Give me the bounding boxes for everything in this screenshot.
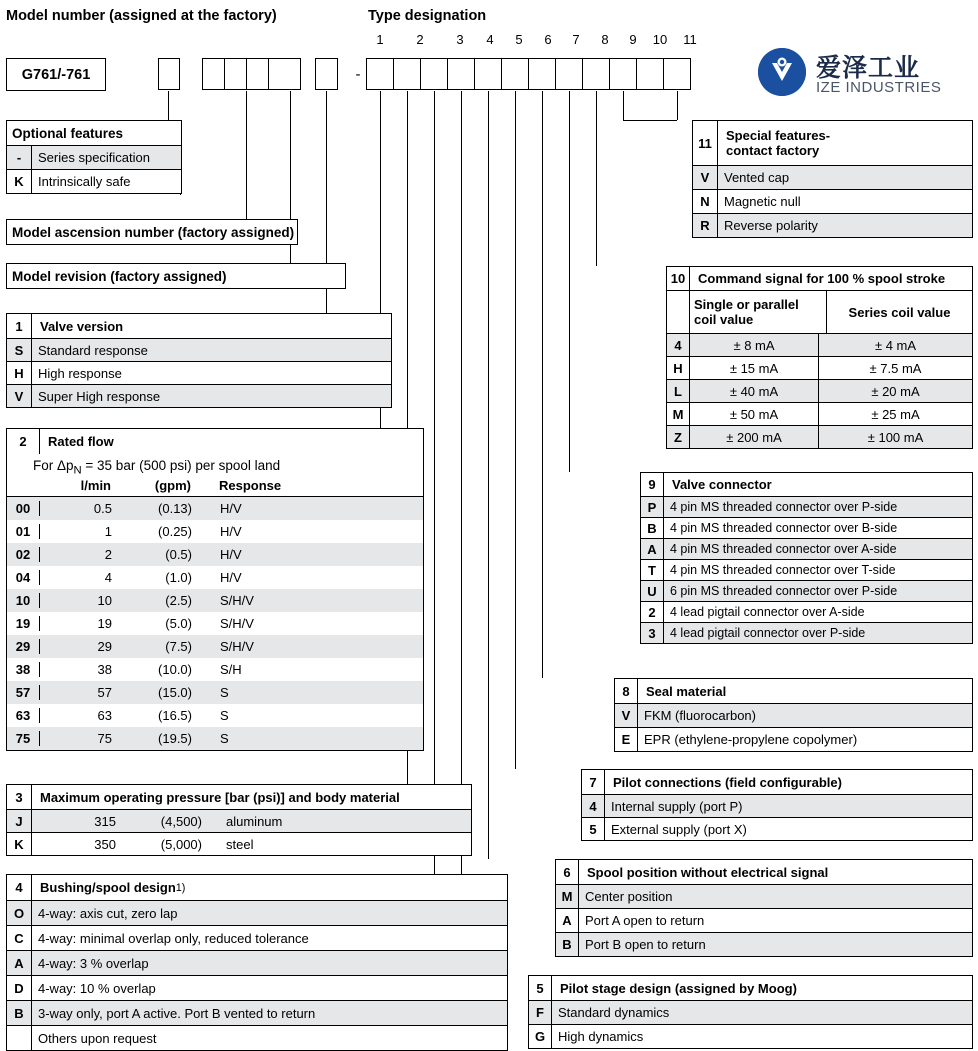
bushing-key-3: A [7, 951, 32, 975]
command-signal-series-1: ± 4 mA [874, 337, 917, 353]
rated-flow-lmin-10: 63 [97, 707, 112, 723]
bushing-key-5: B [7, 1001, 32, 1025]
table-row [7, 681, 423, 704]
command-signal-single-3: ± 40 mA [690, 380, 819, 402]
spool-position-label-2: Port A open to return [585, 913, 705, 928]
special-features-key-1: V [693, 166, 718, 189]
rated-flow-lmin-9: 57 [97, 684, 112, 700]
dash-separator: - [355, 66, 361, 83]
table-row [641, 580, 972, 601]
rated-flow-resp-4: H/V [220, 569, 242, 585]
table-row [582, 794, 972, 817]
table-row [7, 704, 423, 727]
rated-flow-condition-rest: = 35 bar (500 psi) per spool land [81, 458, 281, 473]
digit-label-7: 7 [572, 32, 580, 47]
code-box-digit-10[interactable] [582, 58, 610, 90]
optional-features-key-2: K [7, 170, 32, 193]
leader-line-digit7 [515, 91, 516, 769]
table-row [7, 520, 423, 543]
table-row [556, 932, 972, 956]
table-row [7, 169, 181, 193]
company-logo [758, 44, 973, 102]
special-features-table [692, 120, 973, 238]
digit-label-10: 10 [652, 32, 668, 47]
table-row [7, 900, 507, 925]
rated-flow-gpm-11: (19.5) [158, 730, 192, 746]
rated-flow-lmin-5: 10 [97, 592, 112, 608]
bushing-key-4: D [7, 976, 32, 1000]
rated-flow-resp-7: S/H/V [220, 638, 254, 654]
command-signal-table [666, 266, 973, 449]
table-row [7, 658, 423, 681]
code-box-digit-13[interactable] [663, 58, 691, 90]
leader-line-ascension [246, 91, 247, 219]
pilot-connections-title: Pilot connections (field configurable) [613, 774, 842, 790]
code-box-digit-9[interactable] [555, 58, 583, 90]
table-row [7, 566, 423, 589]
command-signal-series-3: ± 20 mA [871, 383, 920, 399]
seal-material-key-2: E [615, 728, 638, 751]
bushing-label-3: 4-way: 3 % overlap [38, 955, 149, 971]
rated-flow-gpm-7: (7.5) [165, 638, 192, 654]
bushing-title [32, 875, 185, 900]
rated-flow-resp-2: H/V [220, 523, 242, 539]
max-pressure-bar-2: 350 [94, 836, 116, 852]
rated-flow-key-6: 19 [7, 616, 40, 631]
rated-flow-lmin-7: 29 [97, 638, 112, 654]
max-pressure-material-1: aluminum [226, 813, 283, 829]
type-designation-header: Type designation [368, 8, 487, 24]
code-box-ascension-1[interactable] [202, 58, 225, 90]
max-pressure-num: 3 [7, 785, 32, 809]
command-signal-title: Command signal for 100 % spool stroke [698, 271, 946, 286]
valve-version-label-1: Standard response [38, 342, 148, 358]
rated-flow-key-5: 10 [7, 593, 40, 608]
rated-flow-key-7: 29 [7, 639, 40, 654]
optional-features-table [6, 120, 182, 194]
pilot-stage-key-2: G [529, 1025, 552, 1048]
rated-flow-lmin-1: 0.5 [93, 500, 112, 516]
valve-version-label-3: Super High response [38, 388, 161, 404]
rated-flow-col-lmin: l/min [80, 477, 111, 493]
pilot-stage-key-1: F [529, 1001, 552, 1024]
optional-features-key-1: - [7, 146, 32, 169]
bushing-title-text: Bushing/spool design [40, 880, 176, 895]
code-box-digit-12[interactable] [636, 58, 664, 90]
table-row [556, 884, 972, 908]
max-pressure-key-1: J [7, 810, 32, 832]
pilot-stage-label-2: High dynamics [558, 1029, 644, 1044]
special-features-key-2: N [693, 190, 718, 213]
spool-position-key-1: M [556, 885, 579, 908]
table-row [7, 338, 391, 361]
rated-flow-gpm-5: (2.5) [165, 592, 192, 608]
leader-line-digit9 [569, 91, 570, 472]
table-row [7, 1025, 507, 1050]
spool-position-title: Spool position without electrical signal [587, 864, 829, 880]
table-row [556, 908, 972, 932]
rated-flow-title: Rated flow [48, 434, 114, 449]
valve-connector-label-7: 4 lead pigtail connector over P-side [670, 626, 866, 640]
digit-label-4: 4 [486, 32, 494, 47]
digit-label-5: 5 [515, 32, 523, 47]
digit-label-2: 2 [416, 32, 424, 47]
table-row [529, 1000, 972, 1024]
command-signal-key-4: M [667, 403, 690, 425]
rated-flow-col-response: Response [219, 477, 282, 493]
model-ascension-label: Model ascension number (factory assigned) [12, 224, 295, 240]
valve-connector-num: 9 [641, 473, 664, 496]
rated-flow-resp-10: S [220, 707, 229, 723]
command-signal-series-2: ± 7.5 mA [869, 360, 922, 376]
rated-flow-table [6, 428, 424, 751]
leader-line-digit11-h [623, 120, 677, 121]
table-row [7, 975, 507, 1000]
rated-flow-resp-3: H/V [220, 546, 242, 562]
table-row [641, 601, 972, 622]
table-row [7, 543, 423, 566]
valve-version-key-2: H [7, 362, 32, 384]
pilot-stage-title: Pilot stage design (assigned by Moog) [560, 980, 797, 996]
table-row [615, 727, 972, 751]
table-row [667, 333, 972, 356]
table-row [7, 950, 507, 975]
digit-label-11: 11 [683, 32, 697, 47]
command-signal-single-1: ± 8 mA [690, 334, 819, 356]
rated-flow-resp-1: H/V [220, 500, 242, 516]
pilot-stage-label-1: Standard dynamics [558, 1005, 670, 1020]
bushing-label-1: 4-way: axis cut, zero lap [38, 905, 178, 921]
table-row [641, 559, 972, 580]
pilot-connections-table [581, 769, 973, 841]
table-row [7, 635, 423, 658]
optional-features-label-1: Series specification [38, 150, 150, 165]
bushing-label-6: Others upon request [38, 1030, 157, 1046]
logo-mark-icon [758, 48, 806, 96]
special-features-title [718, 121, 830, 165]
table-row [667, 425, 972, 448]
valve-connector-key-3: A [641, 539, 664, 559]
code-box-digit-2[interactable] [366, 58, 394, 90]
bushing-label-5: 3-way only, port A active. Port B vented to return [38, 1005, 316, 1021]
valve-connector-label-3: 4 pin MS threaded connector over A-side [670, 542, 897, 556]
spool-position-table [555, 859, 973, 957]
valve-connector-key-7: 3 [641, 623, 664, 643]
leader-line-digit4 [434, 91, 435, 874]
command-signal-key-5: Z [667, 426, 690, 448]
bushing-label-2: 4-way: minimal overlap only, reduced tolerance [38, 930, 309, 946]
valve-version-key-1: S [7, 339, 32, 361]
table-row [641, 496, 972, 517]
table-row [667, 402, 972, 425]
command-signal-col-single: Single or parallel coil value [690, 291, 827, 333]
spool-position-key-3: B [556, 933, 579, 956]
command-signal-column-headers [667, 290, 972, 333]
table-row [7, 589, 423, 612]
rated-flow-key-8: 38 [7, 662, 40, 677]
valve-version-title: Valve version [40, 318, 124, 334]
rated-flow-gpm-9: (15.0) [158, 684, 192, 700]
code-box-digit-7[interactable] [501, 58, 529, 90]
leader-line-digit11 [677, 91, 678, 120]
table-row [615, 703, 972, 727]
valve-version-label-2: High response [38, 365, 122, 381]
rated-flow-gpm-6: (5.0) [165, 615, 192, 631]
bushing-title-footnote: 1) [175, 881, 186, 894]
command-signal-key-1: 4 [667, 334, 690, 356]
code-box-ascension-2[interactable] [224, 58, 247, 90]
rated-flow-condition [7, 454, 423, 478]
rated-flow-lmin-4: 4 [104, 569, 112, 585]
command-signal-num: 10 [667, 267, 690, 290]
rated-flow-key-2: 01 [7, 524, 40, 539]
table-row [7, 832, 471, 855]
rated-flow-key-3: 02 [7, 547, 40, 562]
rated-flow-key-11: 75 [7, 731, 40, 746]
table-row [641, 538, 972, 559]
max-pressure-key-2: K [7, 833, 32, 855]
rated-flow-key-4: 04 [7, 570, 40, 585]
rated-flow-lmin-11: 75 [97, 730, 112, 746]
bushing-key-2: C [7, 926, 32, 950]
special-features-title-line2: contact factory [726, 143, 820, 158]
table-row [693, 165, 972, 189]
bushing-key-1: O [7, 901, 32, 925]
table-row [7, 496, 423, 520]
table-row [582, 817, 972, 840]
valve-connector-label-2: 4 pin MS threaded connector over B-side [670, 521, 898, 535]
rated-flow-key-9: 57 [7, 685, 40, 700]
seal-material-label-1: FKM (fluorocarbon) [644, 708, 756, 723]
special-features-key-3: R [693, 214, 718, 237]
digit-label-8: 8 [601, 32, 609, 47]
model-number-box: G761/-761 [6, 58, 106, 91]
max-pressure-table [6, 784, 472, 856]
rated-flow-resp-11: S [220, 730, 229, 746]
table-row [7, 925, 507, 950]
rated-flow-lmin-2: 1 [104, 523, 112, 539]
command-signal-key-3: L [667, 380, 690, 402]
code-box-revision[interactable] [268, 58, 301, 90]
code-box-digit-3[interactable] [393, 58, 421, 90]
leader-line-digit11-v [623, 91, 624, 120]
rated-flow-key-10: 63 [7, 708, 40, 723]
rated-flow-resp-8: S/H [220, 661, 242, 677]
table-row [7, 361, 391, 384]
digit-label-3: 3 [456, 32, 464, 47]
logo-text-cn: 爱泽工业 [816, 54, 921, 82]
code-box-digit-6[interactable] [474, 58, 502, 90]
table-row [667, 356, 972, 379]
spool-position-num: 6 [556, 860, 579, 884]
digit-label-9: 9 [629, 32, 637, 47]
valve-connector-key-1: P [641, 497, 664, 517]
table-row [667, 379, 972, 402]
pilot-connections-label-1: Internal supply (port P) [611, 798, 743, 814]
optional-features-label-2: Intrinsically safe [38, 174, 131, 189]
special-features-label-3: Reverse polarity [724, 218, 818, 233]
rated-flow-resp-6: S/H/V [220, 615, 254, 631]
model-revision-box [6, 263, 346, 289]
table-row [529, 1024, 972, 1048]
rated-flow-key-1: 00 [7, 501, 40, 516]
valve-connector-label-1: 4 pin MS threaded connector over P-side [670, 500, 898, 514]
pilot-connections-num: 7 [582, 770, 605, 794]
pilot-connections-key-2: 5 [582, 818, 605, 840]
rated-flow-col-gpm: (gpm) [154, 477, 191, 493]
max-pressure-material-2: steel [226, 836, 254, 852]
table-row [693, 189, 972, 213]
rated-flow-resp-9: S [220, 684, 229, 700]
valve-connector-key-6: 2 [641, 602, 664, 622]
valve-version-key-3: V [7, 385, 32, 407]
valve-connector-key-5: U [641, 581, 664, 601]
seal-material-table [614, 678, 973, 752]
rated-flow-condition-prefix: For Δp [33, 458, 74, 473]
max-pressure-title: Maximum operating pressure [bar (psi)] and body material [40, 789, 400, 805]
valve-connector-title: Valve connector [672, 477, 772, 492]
command-signal-single-2: ± 15 mA [690, 357, 819, 379]
rated-flow-gpm-2: (0.25) [158, 523, 192, 539]
seal-material-num: 8 [615, 679, 638, 703]
table-row [641, 517, 972, 538]
leader-line-digit8 [542, 91, 543, 678]
leader-line-optional [168, 91, 169, 120]
code-box-ascension-3[interactable] [246, 58, 269, 90]
rated-flow-gpm-3: (0.5) [165, 546, 192, 562]
valve-connector-table [640, 472, 973, 644]
pilot-connections-key-1: 4 [582, 795, 605, 817]
valve-version-num: 1 [7, 314, 32, 338]
valve-version-table [6, 313, 392, 408]
rated-flow-condition-sub: N [73, 464, 82, 477]
command-signal-series-4: ± 25 mA [871, 406, 920, 422]
command-signal-single-5: ± 200 mA [690, 426, 819, 448]
max-pressure-bar-1: 315 [94, 813, 116, 829]
optional-features-title: Optional features [12, 125, 124, 141]
valve-connector-key-2: B [641, 518, 664, 538]
rated-flow-resp-5: S/H/V [220, 592, 254, 608]
model-number-header: Model number (assigned at the factory) [6, 8, 277, 24]
bushing-num: 4 [7, 875, 32, 900]
leader-line-digit6 [488, 91, 489, 859]
code-box-digit-5[interactable] [447, 58, 475, 90]
rated-flow-lmin-8: 38 [97, 661, 112, 677]
special-features-label-1: Vented cap [724, 170, 790, 185]
special-features-label-2: Magnetic null [724, 194, 801, 209]
table-row [7, 384, 391, 407]
spool-position-key-2: A [556, 909, 579, 932]
rated-flow-gpm-1: (0.13) [158, 500, 192, 516]
valve-connector-key-4: T [641, 560, 664, 580]
command-signal-series-5: ± 100 mA [867, 429, 924, 445]
code-box-digit-1[interactable] [315, 58, 338, 90]
code-box-digit-11[interactable] [609, 58, 637, 90]
leader-line-digit10 [596, 91, 597, 266]
bushing-spool-table [6, 874, 508, 1051]
seal-material-key-1: V [615, 704, 638, 727]
max-pressure-psi-1: (4,500) [160, 813, 202, 829]
pilot-connections-label-2: External supply (port X) [611, 821, 747, 837]
valve-connector-label-5: 6 pin MS threaded connector over P-side [670, 584, 898, 598]
table-row [7, 612, 423, 635]
rated-flow-num: 2 [7, 429, 40, 454]
model-revision-label: Model revision (factory assigned) [12, 268, 227, 284]
seal-material-title: Seal material [646, 683, 727, 699]
table-row [641, 622, 972, 643]
valve-connector-label-6: 4 lead pigtail connector over A-side [670, 605, 865, 619]
pilot-stage-table [528, 975, 973, 1049]
table-row [693, 213, 972, 237]
table-row [7, 145, 181, 169]
bushing-key-6 [7, 1026, 32, 1050]
command-signal-key-2: H [667, 357, 690, 379]
digit-index-row [370, 32, 710, 50]
rated-flow-gpm-4: (1.0) [165, 569, 192, 585]
pilot-stage-num: 5 [529, 976, 552, 1000]
digit-label-1: 1 [376, 32, 384, 47]
valve-connector-label-4: 4 pin MS threaded connector over T-side [670, 563, 896, 577]
logo-text-en: IZE INDUSTRIES [816, 79, 942, 96]
rated-flow-gpm-8: (10.0) [158, 661, 192, 677]
spool-position-label-1: Center position [585, 889, 673, 904]
table-row [7, 1000, 507, 1025]
command-signal-col-series: Series coil value [848, 304, 951, 320]
code-box-digit-4[interactable] [420, 58, 448, 90]
table-row [7, 727, 423, 750]
rated-flow-lmin-3: 2 [104, 546, 112, 562]
rated-flow-lmin-6: 19 [97, 615, 112, 631]
bushing-label-4: 4-way: 10 % overlap [38, 980, 156, 996]
code-box-optional-features[interactable] [158, 58, 180, 90]
special-features-title-line1: Special features- [726, 128, 831, 143]
special-features-num: 11 [693, 121, 718, 165]
max-pressure-psi-2: (5,000) [160, 836, 202, 852]
model-ascension-box [6, 219, 298, 245]
command-signal-single-4: ± 50 mA [690, 403, 819, 425]
rated-flow-column-headers [7, 478, 423, 496]
code-box-digit-8[interactable] [528, 58, 556, 90]
rated-flow-gpm-10: (16.5) [158, 707, 192, 723]
spool-position-label-3: Port B open to return [585, 937, 706, 952]
digit-label-6: 6 [544, 32, 552, 47]
seal-material-label-2: EPR (ethylene-propylene copolymer) [644, 732, 858, 747]
table-row [7, 809, 471, 832]
